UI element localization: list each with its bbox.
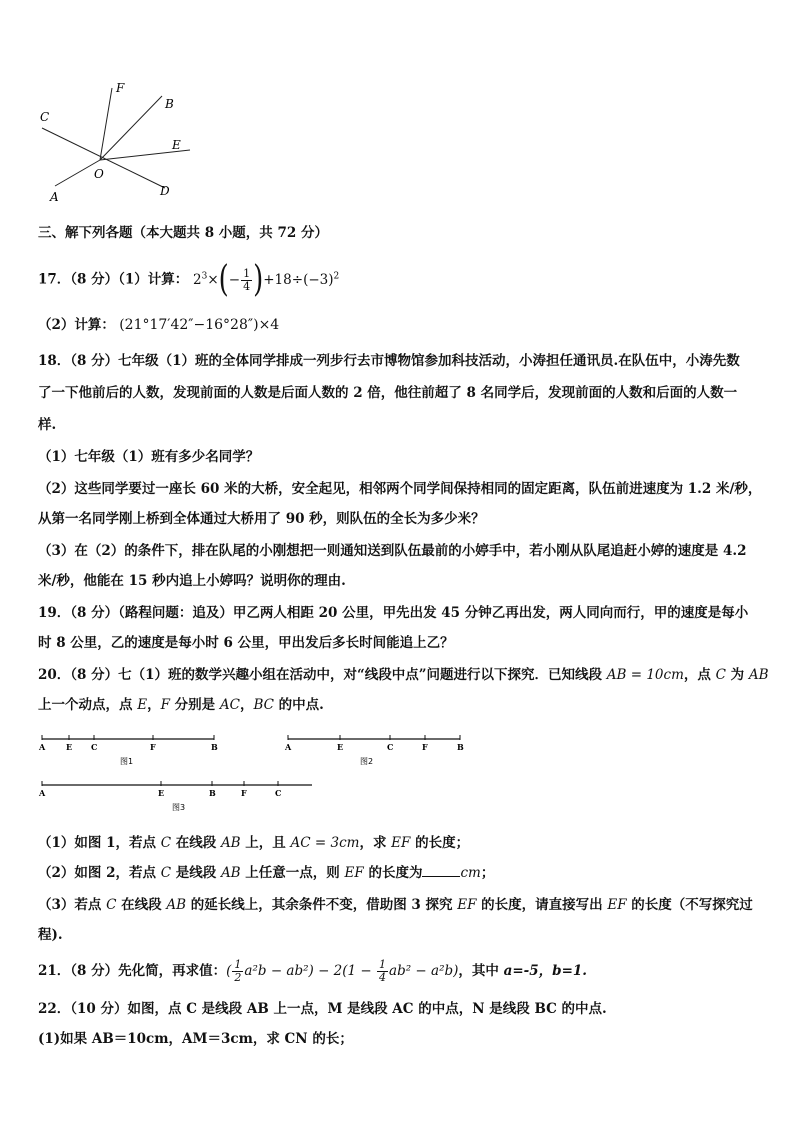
fig3-label-E: E bbox=[158, 788, 165, 798]
q22-sub1: (1)如果 AB＝10cm，AM＝3cm，求 CN 的长； bbox=[38, 1031, 353, 1047]
fig3-label-B: B bbox=[209, 788, 216, 798]
q20-sub3-e: 的长度，请直接写出 bbox=[476, 897, 608, 913]
q17-part2 bbox=[38, 316, 758, 334]
fig3-caption: 图3 bbox=[172, 803, 186, 812]
fig2-caption: 图2 bbox=[360, 757, 374, 766]
q20-line2-b: ， bbox=[147, 697, 161, 713]
q20-ab: AB bbox=[748, 667, 769, 683]
q17-part2-expr: (21°17′42″−16°28″)×4 bbox=[119, 317, 280, 333]
q20-sub3-b: 在线段 bbox=[116, 897, 167, 913]
q21-frac1-den: 2 bbox=[234, 971, 242, 984]
q18-sub3-line1: （3）在（2）的条件下，排在队尾的小刚想把一则通知送到队伍最前的小婷手中，若小刚从队尾追赶小婷的速度是 4.2 bbox=[38, 543, 747, 559]
q17-head: 17．（8 分）（1）计算： bbox=[38, 271, 189, 288]
q18-sub2-line1: （2）这些同学要过一座长 60 米的大桥，安全起见，相邻两个同学间保持相同的固定距离，队伍前进速度为 1.2 米/秒， bbox=[38, 481, 762, 497]
q20-sub2-e: 的长度为 bbox=[363, 865, 423, 881]
q17-exp3: 3 bbox=[201, 271, 208, 281]
q20-sub1-b: 在线段 bbox=[171, 835, 221, 851]
q20-sub2-a: （2）如图 2，若点 bbox=[38, 865, 161, 881]
segment-figure-2 bbox=[284, 734, 474, 772]
fig2-label-E: E bbox=[337, 742, 344, 752]
q20-sub3-ef2: EF bbox=[607, 897, 627, 913]
fig1-label-F: F bbox=[150, 742, 156, 752]
q20-sub3-f: 的长度（不写探究过 bbox=[626, 897, 753, 913]
segment-figure-1 bbox=[38, 734, 228, 772]
q17-rest: +18÷ bbox=[263, 271, 304, 288]
q18-line3: 样. bbox=[38, 417, 57, 433]
q20-sub2-cm: cm bbox=[460, 865, 481, 881]
fig2-label-F: F bbox=[422, 742, 428, 752]
label-O: O bbox=[94, 167, 104, 181]
q20-sub1-ac: AC = 3cm bbox=[290, 835, 360, 851]
q20-line1-b: ，点 bbox=[683, 667, 716, 683]
q21-frac1 bbox=[232, 959, 243, 984]
segment-figure-1-svg bbox=[38, 734, 228, 768]
q20-sub2-d: 上任意一点，则 bbox=[240, 865, 345, 881]
label-F: F bbox=[116, 81, 125, 95]
q20-sub2-c: C bbox=[160, 865, 172, 881]
q20-sub3-c: C bbox=[106, 897, 117, 913]
q21-frac2-num: 1 bbox=[379, 958, 387, 971]
angle-figure-svg bbox=[30, 78, 200, 210]
label-E: E bbox=[172, 138, 181, 152]
q20-sub1-d: 上，且 bbox=[240, 835, 291, 851]
q17-part2-head: （2）计算： bbox=[38, 317, 115, 333]
q20-line1 bbox=[38, 666, 769, 684]
q17-times: × bbox=[207, 271, 219, 288]
q20-sub1-ef: EF bbox=[391, 835, 411, 851]
q20-sub1-a: （1）如图 1，若点 bbox=[38, 835, 161, 851]
fig3-label-C: C bbox=[275, 788, 282, 798]
q21-term2: ab² − a²b) bbox=[389, 963, 459, 979]
segment-figure-2-svg bbox=[284, 734, 474, 768]
q20-line2 bbox=[38, 696, 758, 714]
q20-sub2-b: 是线段 bbox=[171, 865, 221, 881]
q21-frac2-den: 4 bbox=[379, 971, 387, 984]
fig1-caption: 图1 bbox=[120, 757, 134, 766]
fig1-label-E: E bbox=[66, 742, 73, 752]
q18-sub2-line2: 从第一名同学刚上桥到全体通过大桥用了 90 秒，则队伍的全长为多少米？ bbox=[38, 511, 485, 527]
q21 bbox=[38, 954, 758, 988]
q20-ab-eq: AB = 10cm bbox=[606, 667, 684, 683]
q20-c: C bbox=[715, 667, 726, 683]
q17-rparen: ) bbox=[253, 259, 264, 301]
segment-figure-3-svg bbox=[38, 780, 328, 814]
fig1-label-C: C bbox=[91, 742, 98, 752]
q20-sub1-f: 的长度； bbox=[410, 835, 470, 851]
fig2-label-C: C bbox=[387, 742, 394, 752]
q20-sub1-c: C bbox=[160, 835, 172, 851]
q20-sub3-a: （3）若点 bbox=[38, 897, 107, 913]
q20-line2-d: ， bbox=[239, 697, 254, 713]
answer-blank[interactable] bbox=[422, 864, 460, 877]
label-B: B bbox=[165, 97, 174, 111]
q21-frac2 bbox=[377, 959, 388, 984]
q21-frac1-num: 1 bbox=[234, 958, 242, 971]
q20-sub3-ab: AB bbox=[166, 897, 187, 913]
q20-sub3-ef: EF bbox=[457, 897, 477, 913]
q20-ac: AC bbox=[219, 697, 240, 713]
q21-open-paren: ( bbox=[226, 963, 232, 979]
q21-term1: a²b − ab²) − 2(1 − bbox=[244, 963, 377, 979]
q17-neg3: (−3) bbox=[303, 271, 334, 288]
q18-sub1: （1）七年级（1）班有多少名同学？ bbox=[38, 449, 260, 465]
q20-line2-e: 的中点. bbox=[273, 697, 324, 713]
fig3-label-F: F bbox=[241, 788, 247, 798]
q17-frac bbox=[241, 268, 252, 293]
q18-sub3-line2: 米/秒，他能在 15 秒内追上小婷吗？说明你的理由. bbox=[38, 573, 346, 589]
q17-expr1 bbox=[192, 259, 340, 301]
fig1-label-A: A bbox=[39, 742, 46, 752]
q20-line2-c: 分别是 bbox=[169, 697, 220, 713]
q20-bc: BC bbox=[253, 697, 274, 713]
fig1-label-B: B bbox=[211, 742, 218, 752]
q20-sub1-ab: AB bbox=[220, 835, 241, 851]
fig2-label-B: B bbox=[457, 742, 464, 752]
q20-line2-a: 上一个动点，点 bbox=[38, 697, 138, 713]
label-A: A bbox=[50, 190, 59, 204]
q20-sub1 bbox=[38, 834, 758, 852]
q17-lparen: ( bbox=[218, 259, 229, 301]
q17-part1 bbox=[38, 258, 758, 301]
q20-sub2-ab: AB bbox=[220, 865, 241, 881]
segment-figure-3 bbox=[38, 780, 328, 818]
q20-sub2-f: ； bbox=[480, 865, 495, 881]
q20-line1-c: 为 bbox=[725, 667, 749, 683]
label-C: C bbox=[40, 110, 50, 124]
q21-expr bbox=[226, 958, 459, 984]
q21-head: 21．（8 分）先化简，再求值： bbox=[38, 963, 227, 979]
q21-condition: a=-5，b=1. bbox=[503, 963, 588, 979]
q20-sub3 bbox=[38, 896, 758, 914]
section-title: 三、解下列各题（本大题共 8 小题，共 72 分） bbox=[38, 225, 328, 241]
q17-exp2: 2 bbox=[333, 271, 340, 281]
q17-frac-num: 1 bbox=[243, 266, 251, 280]
q20-sub2 bbox=[38, 864, 758, 882]
q18-line2: 了一下他前后的人数，发现前面的人数是后面人数的 2 倍，他往前超了 8 名同学后，发现前面的人数和后面的人数一 bbox=[38, 385, 738, 401]
q17-base2: 2 bbox=[192, 271, 202, 288]
q17-minus: − bbox=[228, 271, 241, 288]
fig2-label-A: A bbox=[285, 742, 292, 752]
q20-line1-text: 20．（8 分）七（1）班的数学兴趣小组在活动中，对“线段中点”问题进行以下探究．已知线段 bbox=[38, 667, 607, 683]
q17-frac-den: 4 bbox=[243, 279, 251, 293]
q20-sub3-line2: 程). bbox=[38, 927, 63, 943]
q18-line1: 18．（8 分）七年级（1）班的全体同学排成一列步行去市博物馆参加科技活动，小涛担任通讯员.在队伍中，小涛先数 bbox=[38, 353, 740, 369]
q20-e: E bbox=[137, 697, 148, 713]
q20-f: F bbox=[160, 697, 170, 713]
q20-sub2-ef: EF bbox=[344, 865, 364, 881]
q22-line1: 22．（10 分）如图，点 C 是线段 AB 上一点，M 是线段 AC 的中点，N 是线段 BC 的中点. bbox=[38, 1001, 607, 1017]
fig3-label-A: A bbox=[39, 788, 46, 798]
q19-line1: 19．（8 分）（路程问题：追及）甲乙两人相距 20 公里，甲先出发 45 分钟乙再出发，两人同向而行，甲的速度是每小 bbox=[38, 605, 749, 621]
label-D: D bbox=[160, 184, 170, 198]
q20-sub1-e: ，求 bbox=[359, 835, 392, 851]
q19-line2: 时 8 公里，乙的速度是每小时 6 公里，甲出发后多长时间能追上乙？ bbox=[38, 635, 454, 651]
q21-tail-a: ，其中 bbox=[458, 963, 504, 979]
q20-sub3-d: 的延长线上，其余条件不变，借助图 3 探究 bbox=[186, 897, 458, 913]
angle-figure bbox=[30, 78, 200, 210]
